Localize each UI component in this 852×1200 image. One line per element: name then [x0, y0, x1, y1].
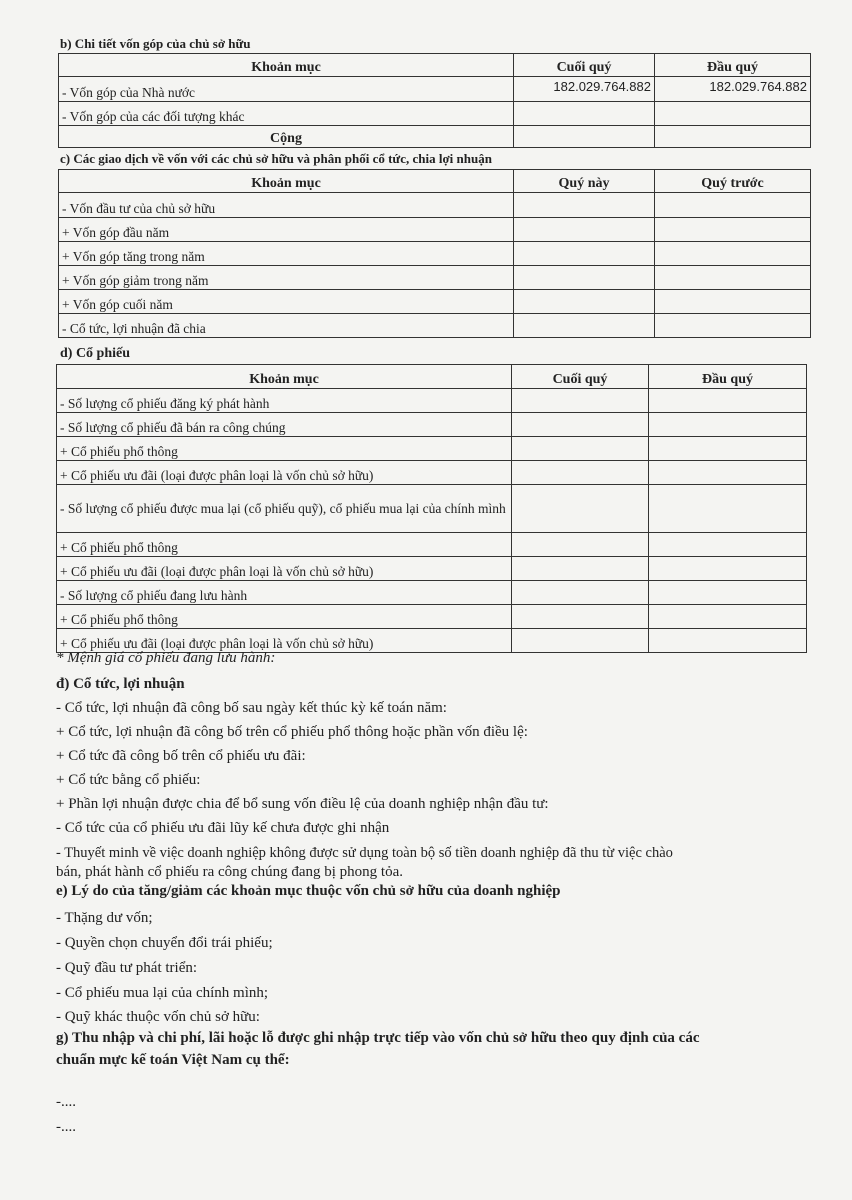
- paragraph-line: - Cổ tức, lợi nhuận đã công bố sau ngày kết thúc kỳ kế toán năm:: [56, 700, 447, 716]
- header-this-quarter: Quý này: [514, 170, 655, 193]
- table-row: [59, 242, 811, 266]
- paragraph-line: - Thuyết minh về việc doanh nghiệp không được sử dụng toàn bộ số tiền doanh nghiệp đã thu từ việc chào: [56, 845, 673, 861]
- shares-table: [56, 364, 807, 653]
- paragraph-line: + Cổ tức, lợi nhuận đã công bố trên cổ phiếu phổ thông hoặc phần vốn điều lệ:: [56, 724, 528, 740]
- header-item: Khoản mục: [59, 54, 514, 77]
- row-label: - Vốn góp của các đối tượng khác: [59, 102, 514, 126]
- header-item: Khoản mục: [57, 365, 512, 389]
- placeholder-line: -....: [56, 1094, 76, 1110]
- row-label: - Số lượng cổ phiếu đã bán ra công chúng: [57, 413, 512, 437]
- row-label: - Số lượng cổ phiếu được mua lại (cổ phiếu quỹ), cổ phiếu mua lại của chính mình: [57, 485, 512, 533]
- capital-transactions-table: [58, 169, 811, 338]
- value-start-quarter: 182.029.764.882: [655, 77, 811, 102]
- row-label: + Vốn góp đầu năm: [59, 218, 514, 242]
- paragraph-line: - Cổ phiếu mua lại của chính mình;: [56, 985, 269, 1001]
- table-row: [57, 581, 807, 605]
- table-row: [57, 605, 807, 629]
- paragraph-line: + Cổ tức bằng cổ phiếu:: [56, 772, 201, 788]
- section-dd-title: đ) Cổ tức, lợi nhuận: [56, 676, 185, 692]
- placeholder-line: -....: [56, 1119, 76, 1135]
- value-start-quarter: [655, 102, 811, 126]
- table-row: [59, 218, 811, 242]
- row-label: + Cổ phiếu ưu đãi (loại được phân loại là vốn chủ sở hữu): [57, 557, 512, 581]
- table-row: [57, 557, 807, 581]
- row-label: - Vốn đầu tư của chủ sở hữu: [59, 193, 514, 218]
- total-label: Cộng: [59, 126, 514, 148]
- paragraph-line: + Phần lợi nhuận được chia để bổ sung vốn điều lệ của doanh nghiệp nhận đầu tư:: [56, 796, 549, 812]
- total-row: [59, 126, 811, 148]
- value-end-quarter: 182.029.764.882: [514, 77, 655, 102]
- table-row: [57, 413, 807, 437]
- header-end-quarter: Cuối quý: [512, 365, 649, 389]
- value-end-quarter: [514, 102, 655, 126]
- row-label: + Cổ phiếu ưu đãi (loại được phân loại là vốn chủ sở hữu): [57, 629, 512, 653]
- table-row: [59, 102, 811, 126]
- row-label: + Cổ phiếu phổ thông: [57, 533, 512, 557]
- table-row: [59, 77, 811, 102]
- table-row: [57, 533, 807, 557]
- table-row: [57, 629, 807, 653]
- header-start-quarter: Đầu quý: [655, 54, 811, 77]
- table-row: [57, 437, 807, 461]
- paragraph-line: + Cổ tức đã công bố trên cổ phiếu ưu đãi:: [56, 748, 306, 764]
- header-end-quarter: Cuối quý: [514, 54, 655, 77]
- paragraph-line: - Quỹ đầu tư phát triển:: [56, 960, 198, 976]
- paragraph-line: - Thặng dư vốn;: [56, 910, 153, 926]
- header-previous-quarter: Quý trước: [655, 170, 811, 193]
- table-header-row: [59, 54, 811, 77]
- paragraph-line: - Quỹ khác thuộc vốn chủ sở hữu:: [56, 1009, 260, 1025]
- section-e-title: e) Lý do của tăng/giảm các khoản mục thuộc vốn chủ sở hữu của doanh nghiệp: [56, 883, 561, 899]
- row-label: + Cổ phiếu ưu đãi (loại được phân loại là vốn chủ sở hữu): [57, 461, 512, 485]
- table-row: [57, 461, 807, 485]
- paragraph-line: - Quyền chọn chuyển đổi trái phiếu;: [56, 935, 273, 951]
- table-row: [59, 193, 811, 218]
- table-row: [59, 290, 811, 314]
- row-label: + Vốn góp giảm trong năm: [59, 266, 514, 290]
- row-label: - Cổ tức, lợi nhuận đã chia: [59, 314, 514, 338]
- par-value-note: * Mệnh giá cổ phiếu đang lưu hành:: [56, 650, 276, 666]
- row-label: + Vốn góp cuối năm: [59, 290, 514, 314]
- table-row: [57, 389, 807, 413]
- table-row: [57, 485, 807, 533]
- table-header-row: [57, 365, 807, 389]
- section-g-title-cont: chuẩn mực kế toán Việt Nam cụ thể:: [56, 1052, 290, 1068]
- header-start-quarter: Đầu quý: [649, 365, 807, 389]
- row-label: - Số lượng cổ phiếu đăng ký phát hành: [57, 389, 512, 413]
- row-label: + Cổ phiếu phổ thông: [57, 437, 512, 461]
- paragraph-line: - Cổ tức của cổ phiếu ưu đãi lũy kế chưa được ghi nhận: [56, 820, 390, 836]
- header-item: Khoản mục: [59, 170, 514, 193]
- paragraph-line: bán, phát hành cổ phiếu ra công chúng đang bị phong tỏa.: [56, 864, 403, 880]
- section-c-title: c) Các giao dịch về vốn với các chủ sở hữu và phân phối cổ tức, chia lợi nhuận: [60, 151, 492, 166]
- section-b-title: b) Chi tiết vốn góp của chủ sở hữu: [60, 36, 251, 51]
- table-row: [59, 266, 811, 290]
- row-label: - Số lượng cổ phiếu đang lưu hành: [57, 581, 512, 605]
- table-header-row: [59, 170, 811, 193]
- section-g-title: g) Thu nhập và chi phí, lãi hoặc lỗ được ghi nhập trực tiếp vào vốn chủ sở hữu theo quy định của các: [56, 1030, 700, 1046]
- row-label: + Cổ phiếu phổ thông: [57, 605, 512, 629]
- row-label: + Vốn góp tăng trong năm: [59, 242, 514, 266]
- section-d-title: d) Cổ phiếu: [60, 346, 131, 361]
- row-label: - Vốn góp của Nhà nước: [59, 77, 514, 102]
- table-row: [59, 314, 811, 338]
- capital-contribution-table: [58, 53, 811, 148]
